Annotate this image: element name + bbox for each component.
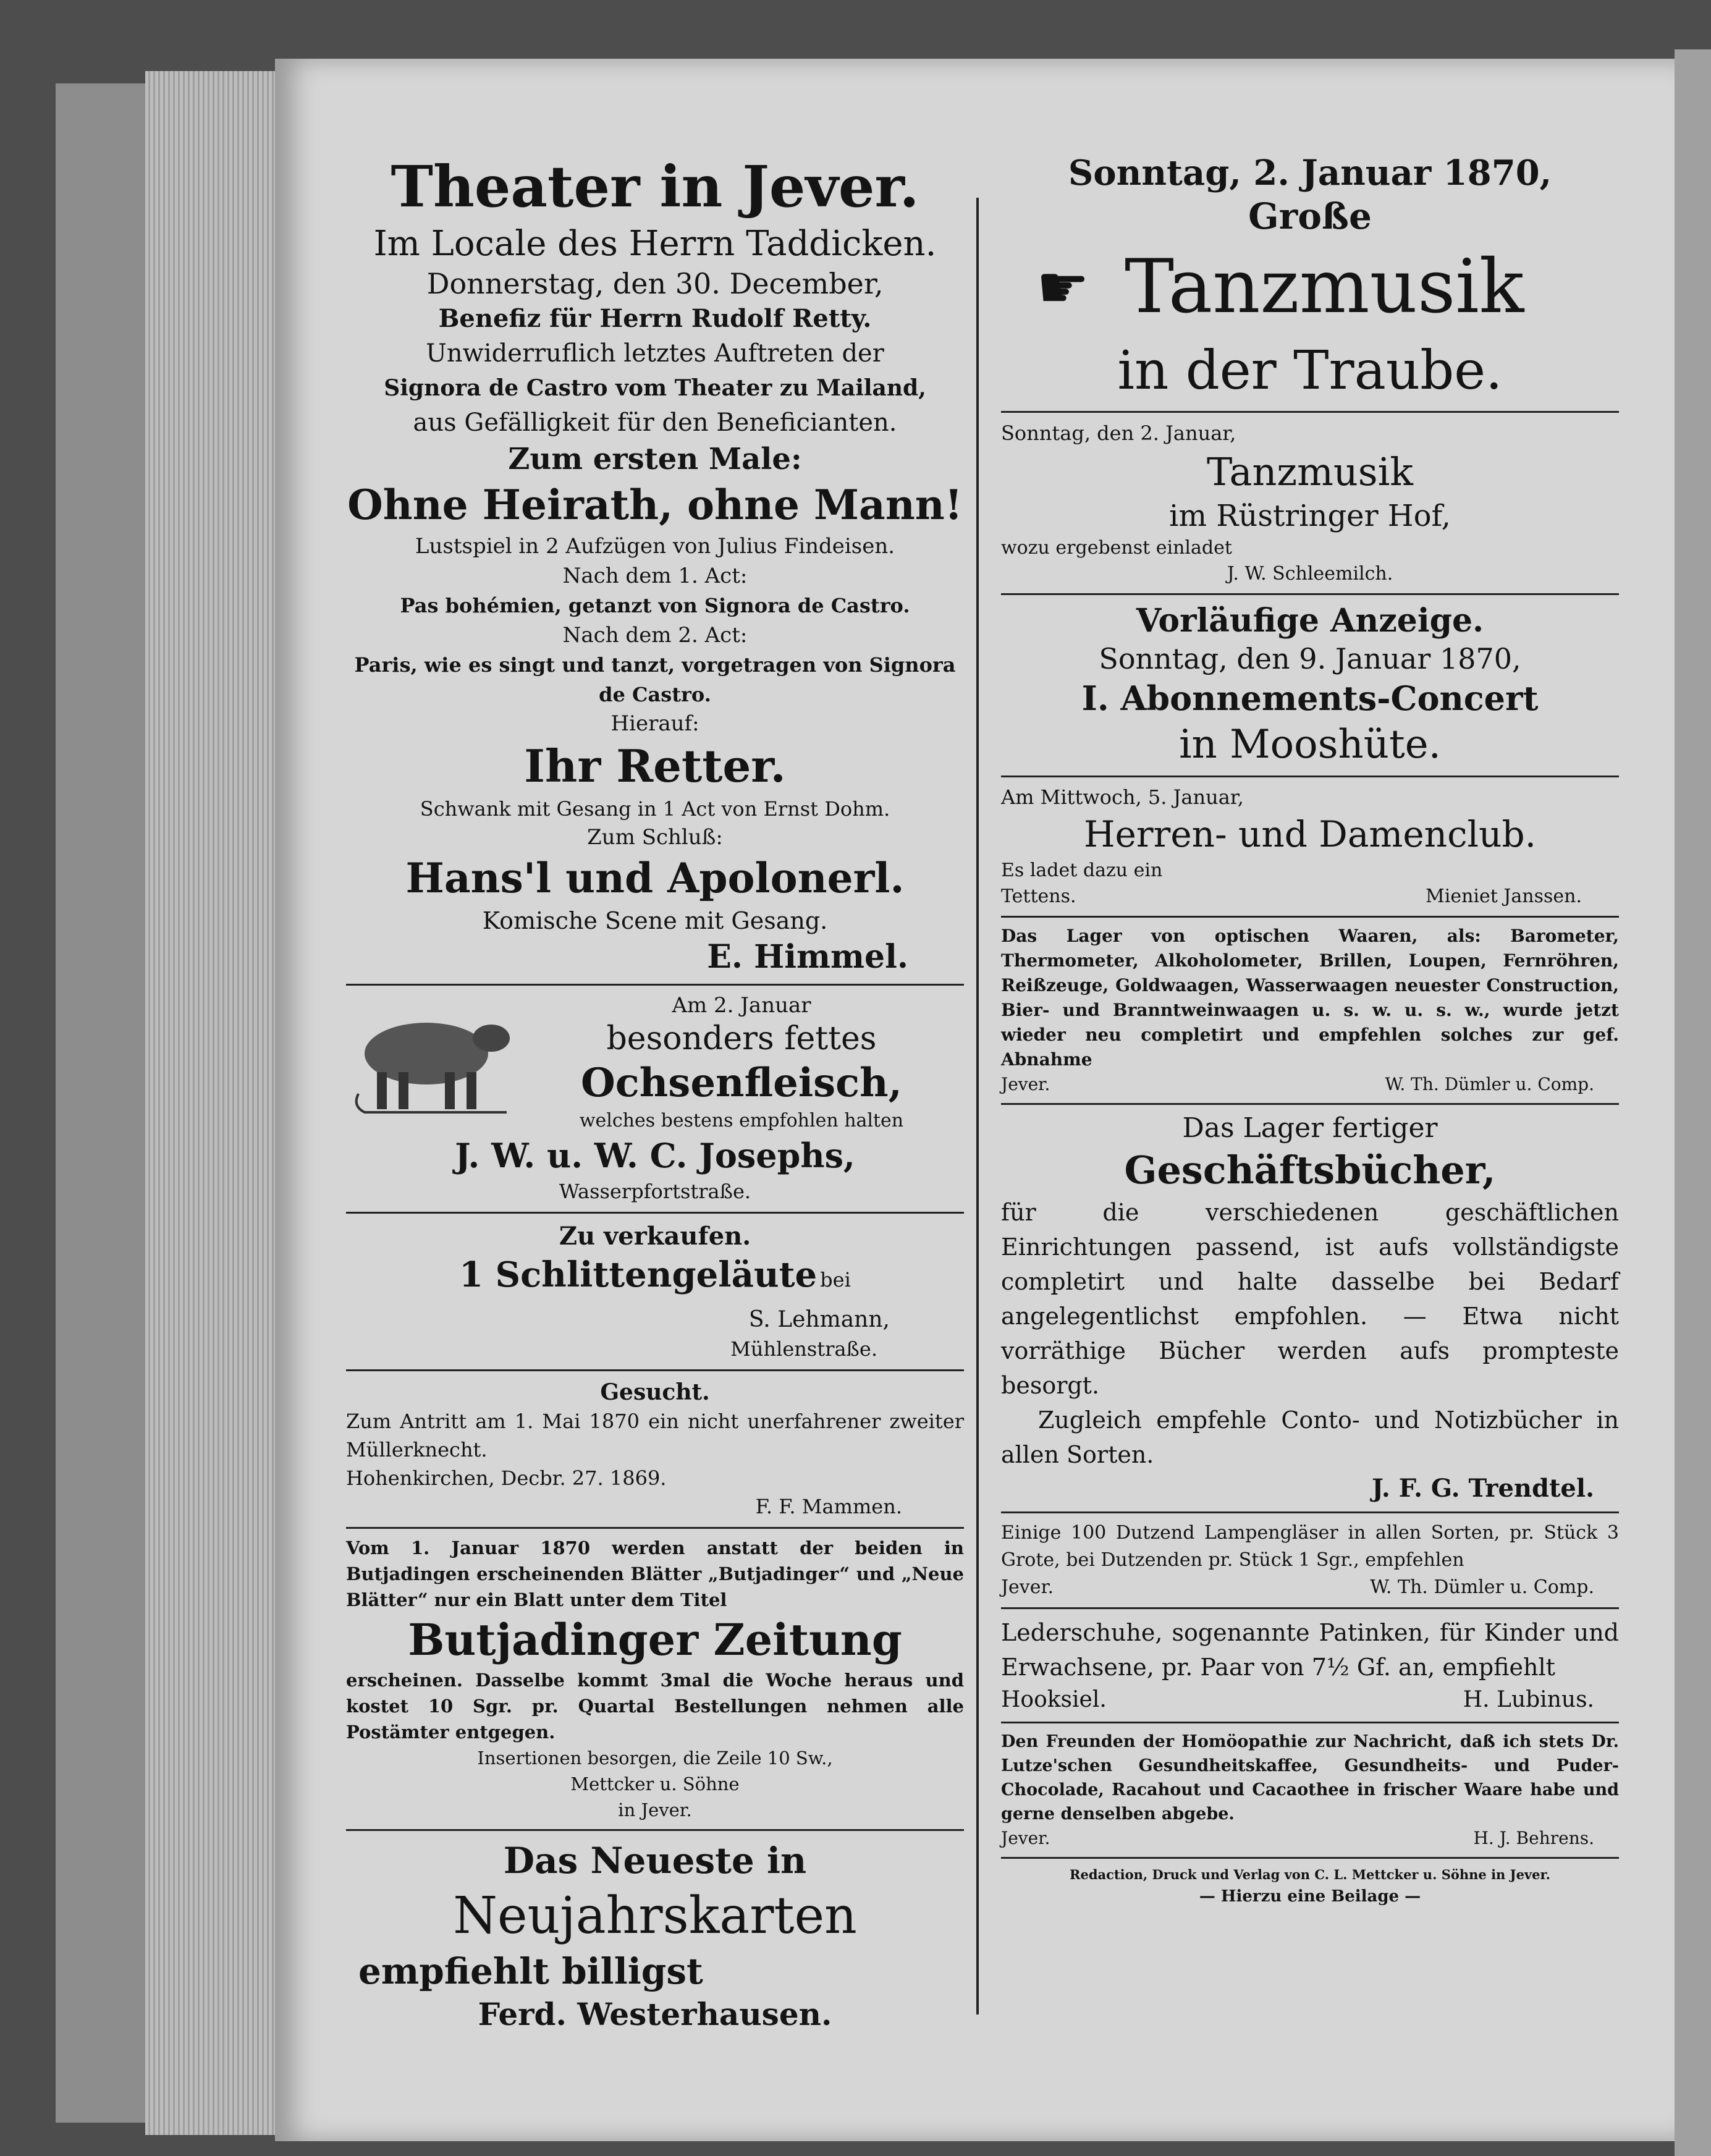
theater-act1-desc: Pas bohémien, getanzt von Signora de Castro. [400,594,910,617]
lamps-place: Jever. [1001,1576,1054,1598]
ox-seller: J. W. u. W. C. Josephs, [455,1136,855,1175]
theater-ad [346,151,964,978]
theater-first-time: Zum ersten Male: [508,442,802,476]
wanted-signature: F. F. Mammen. [755,1495,902,1518]
sale-heading: Zu verkaufen. [559,1222,751,1251]
lamps-signature: W. Th. Dümler u. Comp. [1370,1576,1594,1598]
ox-line1: besonders fettes [606,1020,877,1057]
ox-illustration [346,1001,519,1125]
rule [346,984,964,986]
theater-date: Donnerstag, den 30. December, [426,267,884,300]
page-footer [1001,1865,1619,1908]
concert-title: I. Abonnements-Concert [1081,679,1539,718]
cards-ad [346,1837,964,2035]
theater-line3: aus Gefälligkeit für den Beneficianten. [413,408,897,437]
rule [1001,1511,1619,1513]
theater-act1: Nach dem 1. Act: [562,564,748,588]
dance2-date: Sonntag, den 2. Januar, [1001,421,1236,445]
optics-footer [1001,1072,1619,1097]
theater-benefit: Benefiz für Herrn Rudolf Retty. [438,304,872,333]
lamps-footer [1001,1574,1619,1601]
shoes-place: Hooksiel. [1001,1687,1107,1712]
column-divider [976,198,979,2014]
homeo-ad [1001,1730,1619,1851]
dance2-ad [1001,419,1619,587]
optics-signature: W. Th. Dümler u. Comp. [1385,1074,1594,1094]
rule [346,1829,964,1831]
books-text2: Zugleich empfehle Conto- und Notizbücher in allen Sorten. [1001,1406,1619,1468]
rule [1001,1722,1619,1723]
theater-line1: Unwiderruflich letztes Auftreten der [426,339,884,368]
concert-venue: in Mooshüte. [1179,722,1441,767]
ox-ad [346,992,964,1206]
ox-date: Am 2. Januar [672,993,811,1018]
ox-text [519,992,964,1134]
ox-block [346,992,964,1134]
wanted-ad [346,1377,964,1521]
rule [1001,411,1619,413]
books-ad [1001,1111,1619,1505]
rule [346,1369,964,1371]
shoes-signature: H. Lubinus. [1463,1687,1594,1712]
dance1-title: Tanzmusik [1125,244,1524,330]
sale-seller: S. Lehmann, [748,1307,890,1332]
books-signature: J. F. G. Trendtel. [1372,1474,1594,1503]
ox-title: Ochsenfleisch, [581,1060,902,1106]
club-place: Tettens. [1001,886,1076,907]
shoes-footer [1001,1685,1619,1715]
right-column [1001,151,1619,1908]
sale-bei: bei [820,1268,851,1291]
club-footer [1001,884,1619,910]
shoes-ad [1001,1615,1619,1715]
rule [346,1212,964,1214]
theater-zum-schluss: Zum Schluß: [587,825,723,850]
club-date: Am Mittwoch, 5. Januar, [1001,785,1244,809]
theater-play1: Ohne Heirath, ohne Mann! [347,481,963,529]
cards-line2: Neujahrskarten [453,1887,857,1945]
rule [1001,1857,1619,1859]
theater-play1-desc: Lustspiel in 2 Aufzügen von Julius Findeisen. [415,534,895,559]
club-title: Herren- und Damenclub. [1083,813,1537,855]
club-signature: Mieniet Janssen. [1426,886,1582,907]
dance2-title: Tanzmusik [1206,449,1414,494]
newspaper-place: in Jever. [618,1799,692,1820]
lamps-ad [1001,1520,1619,1601]
club-invite: Es ladet dazu ein [1001,860,1163,881]
newspaper-text3: Insertionen besorgen, die Zeile 10 Sw., [477,1748,833,1769]
newspaper-ad [346,1535,964,1823]
newspaper-text2: erscheinen. Dasselbe kommt 3mal die Woche heraus und kostet 10 Sgr. pr. Quartal Bestellungen nehmen alle Postämter entgegen. [346,1670,964,1743]
supplement-note: — Hierzu eine Beilage — [1199,1887,1421,1906]
optics-text: Das Lager von optischen Waaren, als: Barometer, Thermometer, Alkoholometer, Brillen, Loupen, Fernröhren, Reißzeuge, Goldwaagen, Wasserwaagen neuester Construction, Bier- und Branntweinwaagen u. s. w. u. s. w., wurde jetzt wieder neu completirt und empfehlen solches zur gef. Abnahme [1001,926,1619,1070]
theater-play2: Ihr Retter. [524,740,786,792]
sale-item-line [346,1253,964,1305]
newspaper-signature: Mettcker u. Söhne [570,1773,740,1795]
rule [1001,1607,1619,1609]
homeo-place: Jever. [1001,1828,1050,1848]
books-text: für die verschiedenen geschäftlichen Einrichtungen passend, ist aufs vollständigste completirt und halte dasselbe bei Bedarf angelegentlichst empfohlen. — Etwa nicht vorräthige Bücher werden aufs prompteste besorgt. [1001,1199,1619,1399]
concert-heading: Vorläufige Anzeige. [1136,602,1484,640]
theater-play3-desc: Komische Scene mit Gesang. [482,907,828,934]
theater-venue: Im Locale des Herrn Taddicken. [373,224,937,264]
theater-title: Theater in Jever. [391,153,919,220]
dance1-grosse: Große [1248,195,1372,237]
rule [1001,776,1619,777]
dance1-ad [1001,151,1619,405]
dance2-venue: im Rüstringer Hof, [1169,499,1451,533]
dance1-title-row [1001,238,1619,337]
wanted-text: Zum Antritt am 1. Mai 1870 ein nicht unerfahrener zweiter Müllerknecht. [346,1410,964,1461]
left-column [346,151,964,2035]
cards-seller: Ferd. Westerhausen. [478,1996,832,2032]
rule [1001,593,1619,595]
theater-play3: Hans'l und Apolonerl. [405,854,905,902]
homeo-signature: H. J. Behrens. [1473,1828,1594,1848]
theater-hierauf: Hierauf: [610,711,699,736]
concert-date: Sonntag, den 9. Januar 1870, [1099,642,1521,675]
page-stack [145,71,275,2135]
dance2-invite: wozu ergebenst einladet [1001,537,1232,559]
optics-ad [1001,924,1619,1097]
sale-ad [346,1220,964,1363]
ox-street: Wasserpfortstraße. [559,1180,751,1203]
sale-street: Mühlenstraße. [730,1337,877,1361]
theater-signature: E. Himmel. [707,938,908,976]
homeo-footer [1001,1826,1619,1851]
club-ad [1001,784,1619,910]
dance2-signature: J. W. Schleemilch. [1227,563,1393,585]
homeo-text: Den Freunden der Homöopathie zur Nachricht, daß ich stets Dr. Lutze'schen Gesundheitskaffee, Gesundheits- und Puder-Chocolade, Racahout und Cacaothee in frischer Waare habe und gerne denselben abgebe. [1001,1732,1619,1824]
theater-act2-desc: Paris, wie es singt und tanzt, vorgetragen von Signora de Castro. [354,653,956,706]
books-line1: Das Lager fertiger [1182,1112,1438,1144]
imprint: Redaction, Druck und Verlag von C. L. Mettcker u. Söhne in Jever. [1070,1867,1550,1882]
pointing-hand-icon: ☛ [1036,253,1090,322]
cards-line1: Das Neueste in [503,1840,807,1882]
theater-act2: Nach dem 2. Act: [562,623,748,648]
optics-place: Jever. [1001,1074,1050,1094]
dance1-date: Sonntag, 2. Januar 1870, [1068,153,1552,193]
books-title: Geschäftsbücher, [1124,1148,1496,1193]
lamps-text: Einige 100 Dutzend Lampengläser in allen Sorten, pr. Stück 3 Grote, bei Dutzenden pr. Stück 1 Sgr., empfehlen [1001,1522,1619,1571]
theater-line2: Signora de Castro vom Theater zu Mailand, [384,375,926,401]
rule [1001,916,1619,918]
concert-ad [1001,601,1619,769]
wanted-place-date: Hohenkirchen, Decbr. 27. 1869. [346,1466,667,1490]
rule [1001,1103,1619,1105]
dance1-venue: in der Traube. [1117,340,1503,402]
theater-play2-desc: Schwank mit Gesang in 1 Act von Ernst Dohm. [420,797,890,821]
shoes-text: Lederschuhe, sogenannte Patinken, für Kinder und Erwachsene, pr. Paar von 7½ Gf. an, empfiehlt [1001,1619,1619,1681]
newspaper-title: Butjadinger Zeitung [408,1614,902,1665]
newspaper-text1: Vom 1. Januar 1870 werden anstatt der beiden in Butjadingen erscheinenden Blätter „Butjadinger“ und „Neue Blätter“ nur ein Blatt unter dem Titel [346,1537,964,1610]
rule [346,1527,964,1529]
wanted-heading: Gesucht. [600,1379,710,1405]
ox-line2: welches bestens empfohlen halten [579,1110,904,1131]
facing-page-edge [1675,49,1711,2156]
sale-item: 1 Schlittengeläute [459,1254,817,1295]
cards-line3: empfiehlt billigst [358,1950,703,1992]
